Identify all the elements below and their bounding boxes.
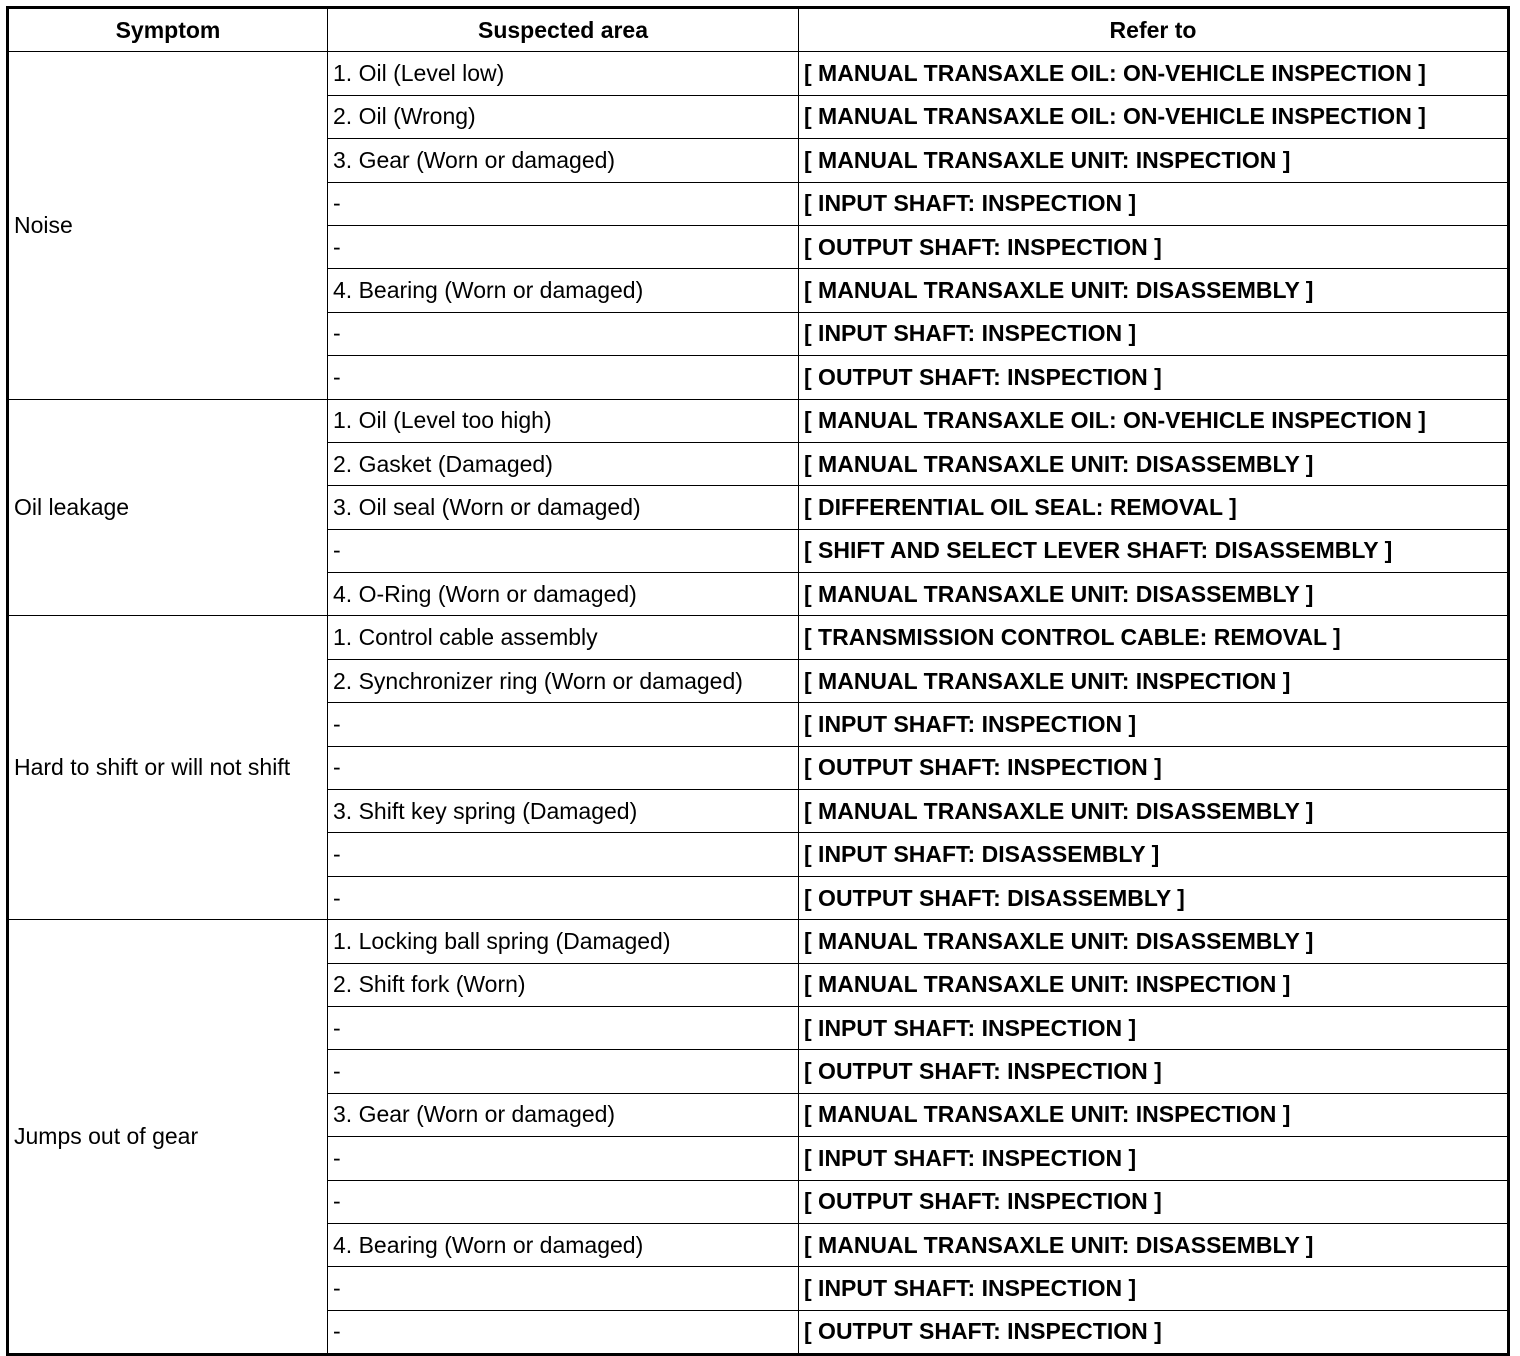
suspected-area-cell: - xyxy=(328,1006,799,1049)
refer-to-cell: [ MANUAL TRANSAXLE UNIT: DISASSEMBLY ] xyxy=(799,920,1509,963)
suspected-area-cell: 3. Gear (Worn or damaged) xyxy=(328,1093,799,1136)
table-row xyxy=(8,920,1509,963)
refer-to-cell: [ MANUAL TRANSAXLE OIL: ON-VEHICLE INSPECTION ] xyxy=(799,95,1509,138)
refer-to-cell: [ MANUAL TRANSAXLE UNIT: DISASSEMBLY ] xyxy=(799,442,1509,485)
table-row xyxy=(8,399,1509,442)
refer-to-cell: [ OUTPUT SHAFT: INSPECTION ] xyxy=(799,1050,1509,1093)
header-suspected-area: Suspected area xyxy=(328,8,799,52)
symptom-cell: Hard to shift or will not shift xyxy=(8,616,328,920)
refer-to-cell: [ OUTPUT SHAFT: INSPECTION ] xyxy=(799,1180,1509,1223)
suspected-area-cell: 1. Control cable assembly xyxy=(328,616,799,659)
suspected-area-cell: 3. Gear (Worn or damaged) xyxy=(328,139,799,182)
refer-to-cell: [ MANUAL TRANSAXLE UNIT: INSPECTION ] xyxy=(799,139,1509,182)
refer-to-cell: [ OUTPUT SHAFT: INSPECTION ] xyxy=(799,356,1509,399)
suspected-area-cell: 2. Synchronizer ring (Worn or damaged) xyxy=(328,659,799,702)
refer-to-cell: [ MANUAL TRANSAXLE UNIT: INSPECTION ] xyxy=(799,963,1509,1006)
header-symptom: Symptom xyxy=(8,8,328,52)
refer-to-cell: [ INPUT SHAFT: DISASSEMBLY ] xyxy=(799,833,1509,876)
table-row xyxy=(8,616,1509,659)
suspected-area-cell: - xyxy=(328,1180,799,1223)
refer-to-cell: [ DIFFERENTIAL OIL SEAL: REMOVAL ] xyxy=(799,486,1509,529)
refer-to-cell: [ INPUT SHAFT: INSPECTION ] xyxy=(799,1267,1509,1310)
refer-to-cell: [ MANUAL TRANSAXLE UNIT: DISASSEMBLY ] xyxy=(799,1223,1509,1266)
suspected-area-cell: 3. Oil seal (Worn or damaged) xyxy=(328,486,799,529)
refer-to-cell: [ OUTPUT SHAFT: DISASSEMBLY ] xyxy=(799,876,1509,919)
suspected-area-cell: 3. Shift key spring (Damaged) xyxy=(328,790,799,833)
table-body xyxy=(8,52,1509,1355)
refer-to-cell: [ OUTPUT SHAFT: INSPECTION ] xyxy=(799,225,1509,268)
suspected-area-cell: 2. Shift fork (Worn) xyxy=(328,963,799,1006)
suspected-area-cell: - xyxy=(328,182,799,225)
suspected-area-cell: - xyxy=(328,833,799,876)
refer-to-cell: [ SHIFT AND SELECT LEVER SHAFT: DISASSEMBLY ] xyxy=(799,529,1509,572)
refer-to-cell: [ MANUAL TRANSAXLE UNIT: DISASSEMBLY ] xyxy=(799,573,1509,616)
refer-to-cell: [ MANUAL TRANSAXLE UNIT: INSPECTION ] xyxy=(799,1093,1509,1136)
symptom-cell: Noise xyxy=(8,52,328,399)
suspected-area-cell: - xyxy=(328,1310,799,1354)
refer-to-cell: [ INPUT SHAFT: INSPECTION ] xyxy=(799,182,1509,225)
refer-to-cell: [ MANUAL TRANSAXLE UNIT: INSPECTION ] xyxy=(799,659,1509,702)
suspected-area-cell: 4. Bearing (Worn or damaged) xyxy=(328,269,799,312)
refer-to-cell: [ INPUT SHAFT: INSPECTION ] xyxy=(799,1137,1509,1180)
suspected-area-cell: 1. Oil (Level low) xyxy=(328,52,799,95)
suspected-area-cell: - xyxy=(328,1050,799,1093)
suspected-area-cell: - xyxy=(328,746,799,789)
suspected-area-cell: - xyxy=(328,225,799,268)
suspected-area-cell: - xyxy=(328,312,799,355)
symptom-cell: Jumps out of gear xyxy=(8,920,328,1355)
suspected-area-cell: 2. Gasket (Damaged) xyxy=(328,442,799,485)
refer-to-cell: [ MANUAL TRANSAXLE OIL: ON-VEHICLE INSPECTION ] xyxy=(799,399,1509,442)
refer-to-cell: [ INPUT SHAFT: INSPECTION ] xyxy=(799,312,1509,355)
symptom-cell: Oil leakage xyxy=(8,399,328,616)
refer-to-cell: [ TRANSMISSION CONTROL CABLE: REMOVAL ] xyxy=(799,616,1509,659)
troubleshooting-table xyxy=(6,6,1510,1356)
suspected-area-cell: 2. Oil (Wrong) xyxy=(328,95,799,138)
table-row xyxy=(8,52,1509,95)
refer-to-cell: [ MANUAL TRANSAXLE UNIT: DISASSEMBLY ] xyxy=(799,790,1509,833)
suspected-area-cell: - xyxy=(328,529,799,572)
header-row xyxy=(8,8,1509,52)
suspected-area-cell: - xyxy=(328,356,799,399)
refer-to-cell: [ INPUT SHAFT: INSPECTION ] xyxy=(799,703,1509,746)
suspected-area-cell: 1. Locking ball spring (Damaged) xyxy=(328,920,799,963)
suspected-area-cell: 4. O-Ring (Worn or damaged) xyxy=(328,573,799,616)
refer-to-cell: [ MANUAL TRANSAXLE UNIT: DISASSEMBLY ] xyxy=(799,269,1509,312)
refer-to-cell: [ OUTPUT SHAFT: INSPECTION ] xyxy=(799,746,1509,789)
refer-to-cell: [ INPUT SHAFT: INSPECTION ] xyxy=(799,1006,1509,1049)
header-refer-to: Refer to xyxy=(799,8,1509,52)
suspected-area-cell: - xyxy=(328,703,799,746)
suspected-area-cell: - xyxy=(328,1137,799,1180)
suspected-area-cell: 1. Oil (Level too high) xyxy=(328,399,799,442)
refer-to-cell: [ OUTPUT SHAFT: INSPECTION ] xyxy=(799,1310,1509,1354)
suspected-area-cell: - xyxy=(328,1267,799,1310)
suspected-area-cell: - xyxy=(328,876,799,919)
suspected-area-cell: 4. Bearing (Worn or damaged) xyxy=(328,1223,799,1266)
refer-to-cell: [ MANUAL TRANSAXLE OIL: ON-VEHICLE INSPECTION ] xyxy=(799,52,1509,95)
